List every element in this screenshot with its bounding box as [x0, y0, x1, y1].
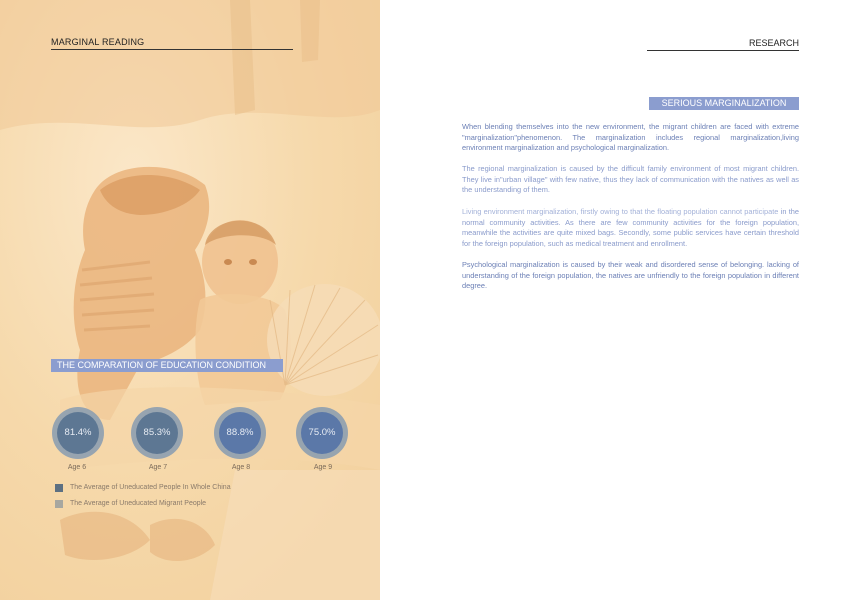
section-title: SERIOUS MARGINALIZATION [649, 97, 799, 110]
stat-circle-age9 [296, 407, 348, 459]
age-label: Age 8 [231, 464, 251, 471]
header-right-title: RESEARCH [748, 38, 799, 48]
stat-circle-age7 [131, 407, 183, 459]
paragraph-psychological: Psychological marginalization is caused by their weak and disordered sense of belonging. lacking of understanding of the foreign population, the natives are unfriendly to the foreign population in different degree. [462, 260, 799, 291]
stat-value: 88.8% [226, 427, 254, 438]
paragraph-regional: The regional marginalization is caused by the difficult family environment of most migrant children. They live in"urban village" with few native, thus they lack of communication with the natives as well as the understanding of them. [462, 164, 799, 195]
header-right-rule [647, 50, 799, 51]
legend-swatch-china [55, 484, 63, 492]
age-label: Age 6 [67, 464, 87, 471]
paragraph-living-lead: Living environment marginalization, firstly owing to that the floating population cannot participate [462, 207, 779, 216]
legend-label-migrant: The Average of Uneducated Migrant People [70, 500, 207, 507]
stat-value: 81.4% [64, 427, 92, 438]
age-label: Age 7 [148, 464, 168, 471]
age-label: Age 9 [313, 464, 333, 471]
paragraph-living [462, 207, 799, 250]
education-section-title: THE COMPARATION OF EDUCATION CONDITION [51, 359, 283, 372]
stat-value: 75.0% [308, 427, 336, 438]
stat-circle-age6 [52, 407, 104, 459]
stat-value: 85.3% [143, 427, 171, 438]
right-page [380, 0, 849, 600]
mother-and-child-photo [0, 0, 380, 600]
paragraph-intro: When blending themselves into the new environment, the migrant children are faced with extreme "marginalization"phenomenon. The marginalization includes regional marginalization,living environment marginalization and psychological marginalization. [462, 122, 799, 153]
stat-circle-age8 [214, 407, 266, 459]
paragraph-living-rest: in the normal community activities. As there are few community activities for the foreign population, meanwhile the activities are quite mixed bags. Secondly, some public services have certain threshold for the foreign population, such as medical treatment and enrollment. [462, 207, 799, 249]
legend-swatch-migrant [55, 500, 63, 508]
left-page [0, 0, 380, 600]
header-left-title: MARGINAL READING [51, 37, 145, 47]
legend-label-china: The Average of Uneducated People In Whole China [70, 484, 231, 491]
header-left-rule [51, 49, 293, 50]
